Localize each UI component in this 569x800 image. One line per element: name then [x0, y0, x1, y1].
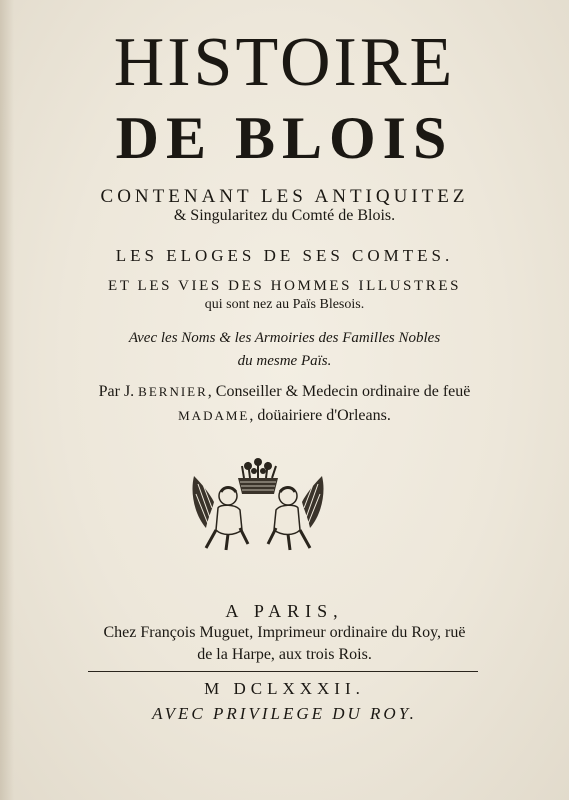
madame-label: MADAME [178, 408, 250, 423]
madame-line [0, 407, 569, 425]
imprint-rule [88, 671, 478, 672]
cherubs-basket-vignette [188, 458, 328, 554]
title-line-1: HISTOIRE [113, 24, 456, 101]
subtitle-contenant: CONTENANT LES ANTIQUITEZ [100, 186, 469, 207]
subtitle-avec-noms: Avec les Noms & les Armoiries des Familles Nobles [128, 330, 441, 346]
subtitle-meme-pais: du mesme Païs. [237, 353, 332, 369]
imprint-year: M DCLXXXII. [204, 679, 365, 698]
author-prefix: Par J. [98, 383, 139, 400]
imprint-place: A PARIS, [225, 601, 344, 621]
subtitle-eloges: LES ELOGES DE SES COMTES. [115, 246, 454, 265]
douairiere-label: , doüairiere d'Orleans. [249, 407, 391, 424]
author-rest: , Conseiller & Medecin ordinaire de feuë [207, 383, 471, 400]
subtitle-nez: qui sont nez au Païs Blesois. [204, 297, 365, 312]
author-line [0, 383, 569, 401]
imprint-privilege: AVEC PRIVILEGE DU ROY. [152, 704, 417, 723]
imprint-printer-line-1: Chez François Muguet, Imprimeur ordinaire du Roy, ruë [103, 624, 466, 641]
subtitle-singularitez: & Singularitez du Comté de Blois. [173, 207, 396, 224]
author-name: BERNIER [138, 384, 208, 399]
title-line-2: DE BLOIS [115, 105, 454, 171]
imprint-printer-line-2: de la Harpe, aux trois Rois. [197, 646, 372, 663]
subtitle-vies: ET LES VIES DES HOMMES ILLUSTRES [107, 278, 462, 294]
